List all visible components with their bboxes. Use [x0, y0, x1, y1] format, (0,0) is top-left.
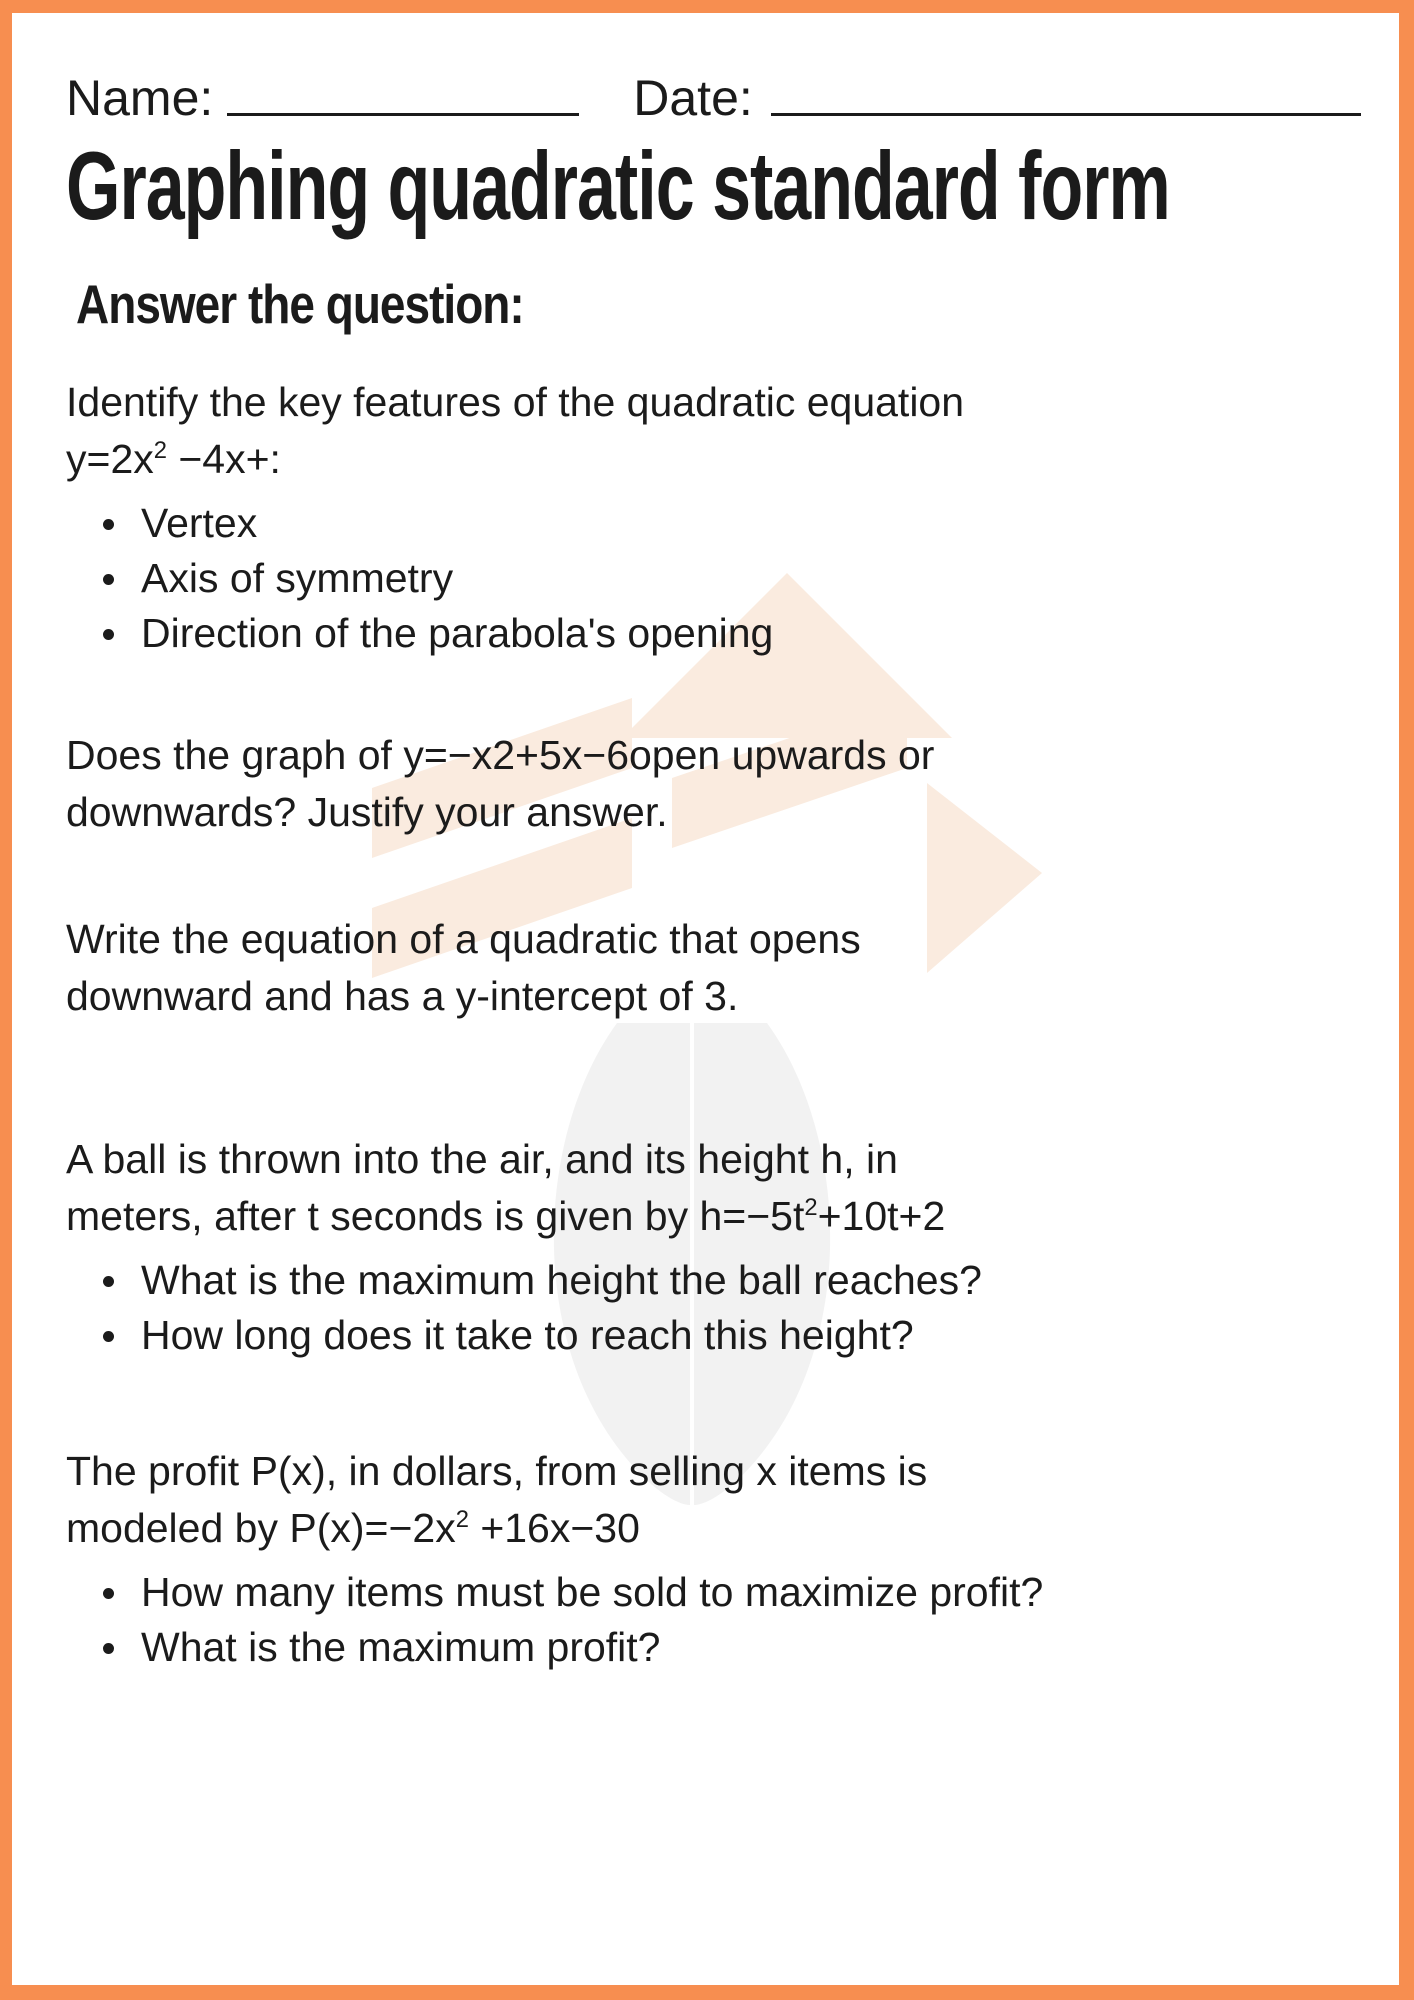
bullet-dot: [103, 519, 114, 530]
equation-text: modeled by P(x)=−2x: [66, 1505, 456, 1551]
section-heading: Answer the question:: [76, 273, 524, 335]
question-text-line: downwards? Justify your answer.: [66, 789, 668, 835]
equation-line: [66, 431, 1361, 488]
equation-text: +16x−30: [468, 1505, 640, 1551]
header: [66, 71, 1361, 126]
worksheet-content: [12, 13, 1399, 1675]
equation-text: meters, after t seconds is given by h=−5t: [66, 1193, 805, 1239]
question-open-direction: [66, 727, 1361, 841]
bullet-item: [66, 1565, 1361, 1620]
bullet-item: [66, 551, 1361, 606]
superscript-exponent: 2: [455, 1506, 469, 1534]
page-title: Graphing quadratic standard form: [66, 131, 1170, 240]
name-blank-line: [227, 113, 579, 116]
bullet-text: Direction of the parabola's opening: [141, 610, 774, 656]
question-text-line: Write the equation of a quadratic that opens: [66, 916, 861, 962]
date-blank-line: [771, 113, 1361, 116]
question-text-line: The profit P(x), in dollars, from selling x items is: [66, 1448, 928, 1494]
question-ball-height: [66, 1131, 1361, 1363]
date-label: Date:: [633, 70, 753, 126]
equation-line: [66, 1188, 1361, 1245]
bullet-dot: [103, 1276, 114, 1287]
superscript-exponent: 2: [804, 1194, 818, 1222]
bullet-item: [66, 606, 1361, 661]
bullet-list: [66, 496, 1361, 661]
name-label: Name:: [66, 70, 214, 126]
title-block: [66, 131, 1361, 240]
question-text-line: Identify the key features of the quadratic equation: [66, 379, 965, 425]
bullet-dot: [103, 629, 114, 640]
question-text-line: Does the graph of y=−x2+5x−6open upwards or: [66, 732, 935, 778]
bullet-list: [66, 1565, 1361, 1675]
equation-text: −4x+:: [166, 436, 281, 482]
bullet-item: [66, 496, 1361, 551]
bullet-dot: [103, 574, 114, 585]
question-write-equation: [66, 911, 1361, 1025]
bullet-item: [66, 1620, 1361, 1675]
bullet-dot: [103, 1331, 114, 1342]
bullet-dot: [103, 1643, 114, 1654]
bullet-item: [66, 1253, 1361, 1308]
question-text-line: A ball is thrown into the air, and its height h, in: [66, 1136, 898, 1182]
equation-line: [66, 1500, 1361, 1557]
superscript-exponent: 2: [153, 437, 167, 465]
question-identify-features: [66, 374, 1361, 661]
bullet-text: How many items must be sold to maximize profit?: [141, 1569, 1044, 1615]
bullet-text: Axis of symmetry: [141, 555, 454, 601]
question-profit: [66, 1443, 1361, 1675]
question-text-line: downward and has a y-intercept of 3.: [66, 973, 739, 1019]
bullet-list: [66, 1253, 1361, 1363]
bullet-text: How long does it take to reach this height?: [141, 1312, 914, 1358]
bullet-item: [66, 1308, 1361, 1363]
bullet-text: Vertex: [141, 500, 258, 546]
bullet-text: What is the maximum height the ball reaches?: [141, 1257, 982, 1303]
bullet-dot: [103, 1588, 114, 1599]
equation-text: y=2x: [66, 436, 154, 482]
equation-text: +10t+2: [817, 1193, 946, 1239]
bullet-text: What is the maximum profit?: [141, 1624, 661, 1670]
